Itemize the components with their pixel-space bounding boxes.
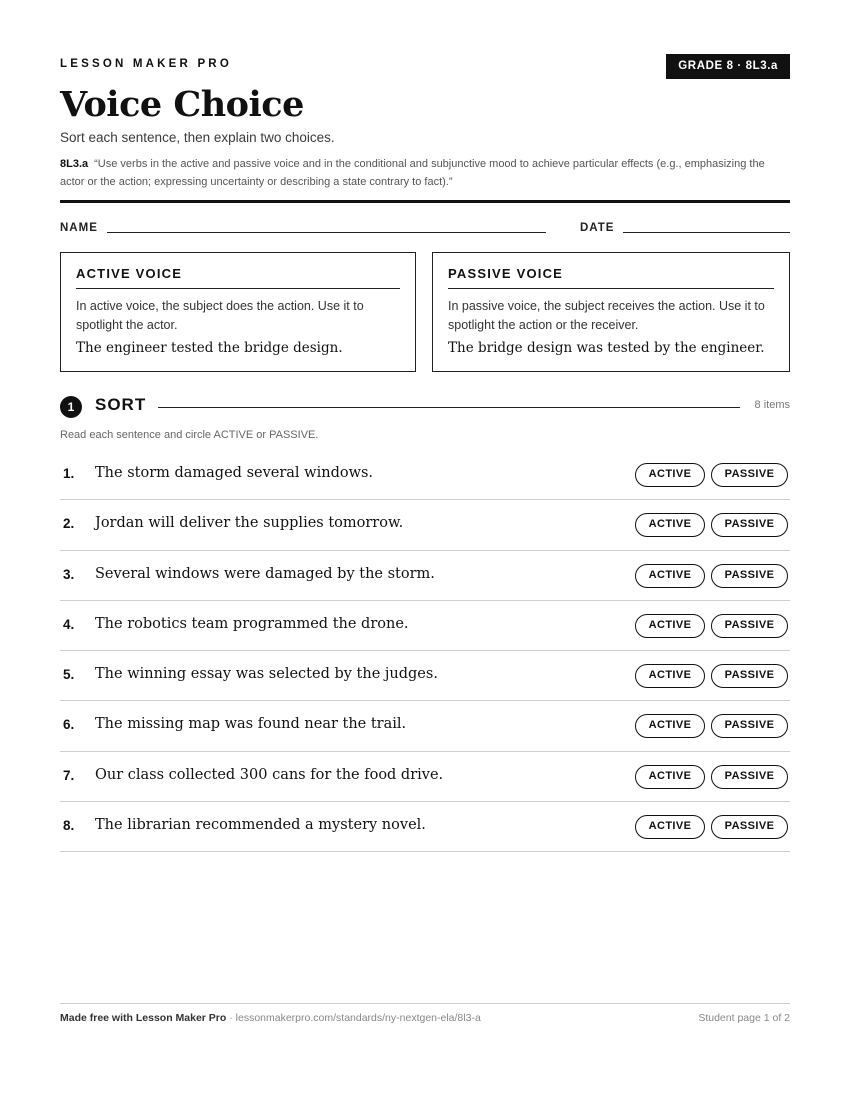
active-choice-button[interactable]: ACTIVE xyxy=(635,564,705,588)
standard-note xyxy=(60,156,790,191)
worksheet-page xyxy=(60,0,790,1100)
passive-voice-heading: PASSIVE VOICE xyxy=(448,266,774,289)
name-label: NAME xyxy=(60,222,98,234)
sort-item-list xyxy=(60,450,790,852)
passive-choice-button[interactable]: PASSIVE xyxy=(711,463,788,487)
passive-voice-example: The bridge design was tested by the engineer. xyxy=(448,340,765,356)
passive-choice-button[interactable]: PASSIVE xyxy=(711,513,788,537)
footer-divider xyxy=(60,1003,790,1004)
item-sentence: Our class collected 300 cans for the food drive. xyxy=(95,766,444,783)
passive-choice-button[interactable]: PASSIVE xyxy=(711,714,788,738)
passive-choice-button[interactable]: PASSIVE xyxy=(711,765,788,789)
active-choice-button[interactable]: ACTIVE xyxy=(635,463,705,487)
item-sentence: The robotics team programmed the drone. xyxy=(95,615,409,632)
section-instructions: Read each sentence and circle ACTIVE or PASSIVE. xyxy=(60,429,319,441)
date-label: DATE xyxy=(580,222,615,234)
active-choice-button[interactable]: ACTIVE xyxy=(635,664,705,688)
active-voice-example: The engineer tested the bridge design. xyxy=(76,340,343,356)
brand-wordmark: LESSON MAKER PRO xyxy=(60,58,232,70)
item-number: 2. xyxy=(63,516,75,532)
section-title: SORT xyxy=(95,395,147,414)
active-choice-button[interactable]: ACTIVE xyxy=(635,765,705,789)
item-number: 6. xyxy=(63,717,75,733)
item-number: 3. xyxy=(63,566,75,582)
passive-choice-button[interactable]: PASSIVE xyxy=(711,564,788,588)
list-item xyxy=(60,802,790,852)
passive-choice-button[interactable]: PASSIVE xyxy=(711,815,788,839)
active-voice-box xyxy=(60,252,416,372)
item-number: 1. xyxy=(63,466,75,481)
item-sentence: Jordan will deliver the supplies tomorrow. xyxy=(95,515,404,532)
active-voice-heading: ACTIVE VOICE xyxy=(76,266,400,289)
list-item xyxy=(60,701,790,751)
passive-voice-box xyxy=(432,252,790,372)
standard-text: “Use verbs in the active and passive voice and in the conditional and subjunctive mood to achieve particular effects (e.g., emphasizing the actor or the action; expressing uncertainty or describing a state contrary to fact).” xyxy=(60,158,765,188)
list-item xyxy=(60,500,790,550)
date-field[interactable] xyxy=(623,232,790,233)
grade-badge: GRADE 8 · 8L3.a xyxy=(666,54,790,79)
list-item xyxy=(60,752,790,802)
page-title: Voice Choice xyxy=(60,84,304,125)
page-indicator: Student page 1 of 2 xyxy=(698,1012,790,1024)
active-choice-button[interactable]: ACTIVE xyxy=(635,815,705,839)
footer-credit xyxy=(60,1012,481,1024)
item-number: 8. xyxy=(63,818,75,834)
section-number-badge: 1 xyxy=(60,396,82,418)
passive-choice-button[interactable]: PASSIVE xyxy=(711,614,788,638)
item-number: 4. xyxy=(63,616,75,632)
passive-choice-button[interactable]: PASSIVE xyxy=(711,664,788,688)
active-voice-description: In active voice, the subject does the action. Use it to spotlight the actor. xyxy=(76,299,364,332)
active-choice-button[interactable]: ACTIVE xyxy=(635,614,705,638)
list-item xyxy=(60,601,790,651)
footer-separator: · xyxy=(226,1012,236,1024)
page-subtitle: Sort each sentence, then explain two choices. xyxy=(60,130,335,145)
standard-code: 8L3.a xyxy=(60,158,89,170)
active-choice-button[interactable]: ACTIVE xyxy=(635,513,705,537)
footer-brand: Made free with Lesson Maker Pro xyxy=(60,1012,227,1024)
item-sentence: The librarian recommended a mystery novel. xyxy=(95,817,426,834)
name-field[interactable] xyxy=(107,232,546,233)
section-rule xyxy=(158,407,740,408)
item-sentence: The storm damaged several windows. xyxy=(95,465,374,481)
item-sentence: Several windows were damaged by the storm. xyxy=(95,565,435,582)
list-item xyxy=(60,450,790,500)
item-sentence: The winning essay was selected by the judges. xyxy=(95,666,438,683)
item-number: 7. xyxy=(63,767,75,783)
item-number: 5. xyxy=(63,667,75,683)
section-item-count: 8 items xyxy=(754,399,790,411)
active-choice-button[interactable]: ACTIVE xyxy=(635,714,705,738)
list-item xyxy=(60,551,790,601)
header-divider xyxy=(60,200,790,203)
passive-voice-description: In passive voice, the subject receives the action. Use it to spotlight the action or the receiver. xyxy=(448,299,765,332)
list-item xyxy=(60,651,790,701)
item-sentence: The missing map was found near the trail. xyxy=(95,716,407,733)
footer-url-link[interactable]: lessonmakerpro.com/standards/ny-nextgen-ela/8l3-a xyxy=(235,1012,481,1024)
